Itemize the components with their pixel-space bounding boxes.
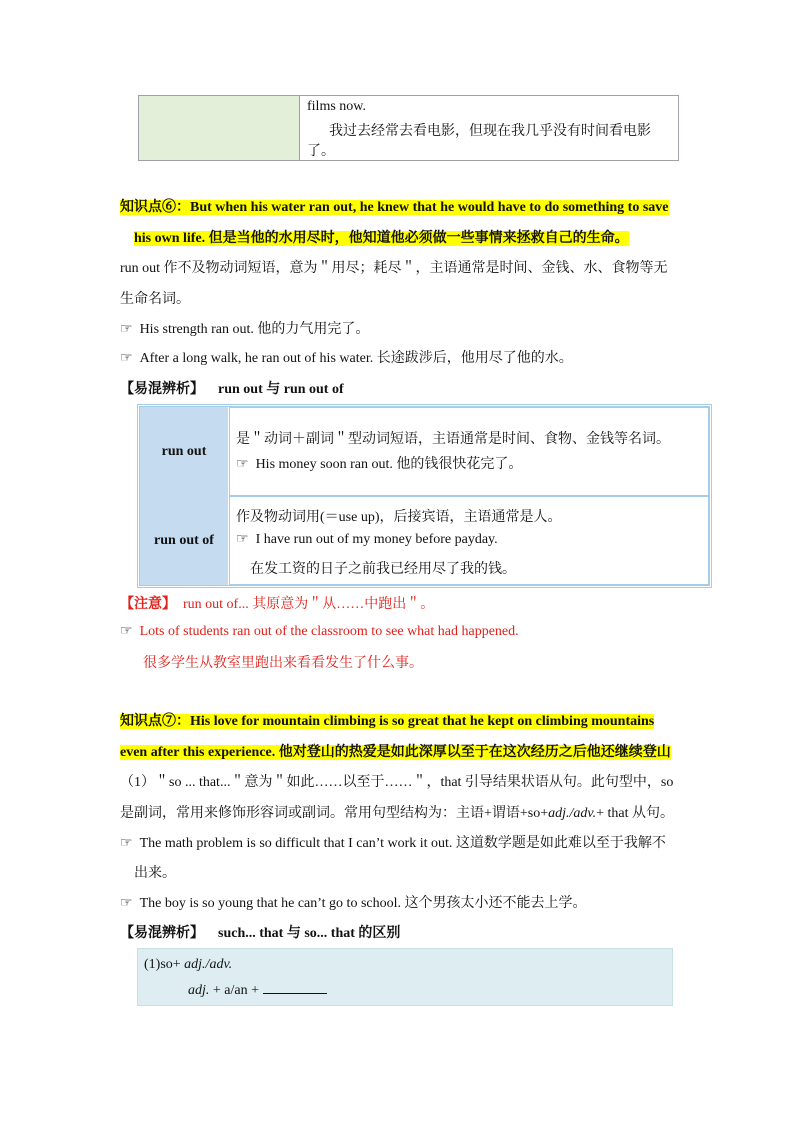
- top-table: [138, 95, 679, 161]
- note-example-zh: 很多学生从教室里跑出来看看发生了什么事。: [143, 656, 423, 671]
- example-text: The math problem is so difficult that I can’t work it out. 这道数学题是如此难以至于我解不: [139, 836, 666, 851]
- such-line1: [144, 957, 232, 973]
- point7-sentence-line1: His love for mountain climbing is so great that he kept on climbing mountains: [190, 714, 655, 729]
- table-text-en: films now.: [307, 99, 366, 114]
- point7-example1: [120, 832, 666, 852]
- compare-title: [120, 378, 344, 398]
- example-text: After a long walk, he ran out of his water. 长途跋涉后，他用尽了他的水。: [139, 351, 573, 366]
- compare-row-body: [229, 496, 709, 585]
- compare-title-text: run out 与 run out of: [218, 382, 344, 397]
- note-line: [120, 593, 434, 613]
- such-line2: [188, 981, 327, 999]
- compare-row2-line1: 作及物动词用(＝use up)，后接宾语，主语通常是人。: [236, 510, 562, 525]
- compare-row-head: run out of: [140, 496, 228, 585]
- compare-row1-line2: [236, 453, 522, 473]
- point7-example1-cont: 出来。: [134, 866, 176, 881]
- note-example-en: [120, 623, 519, 640]
- point6-desc2: 生命名词。: [120, 292, 190, 307]
- pointing-hand-icon: ☞: [120, 836, 133, 851]
- point7-desc2: [120, 802, 674, 822]
- such-text: (1)so+: [144, 957, 185, 972]
- fill-blank: [263, 981, 327, 994]
- point7-label: 知识点⑦：: [120, 714, 190, 729]
- such-title: [120, 922, 400, 942]
- example-text: Lots of students ran out of the classroom to see what had happened.: [139, 624, 519, 639]
- point6-example1: [120, 318, 369, 338]
- compare-table: [137, 404, 712, 588]
- point7-heading-line2: [120, 741, 671, 761]
- point7-example2: [120, 892, 587, 912]
- compare-row-head: run out: [140, 407, 228, 496]
- pointing-hand-icon: ☞: [236, 532, 249, 547]
- such-italic: adj.: [188, 983, 210, 998]
- such-text: + a/an +: [209, 983, 263, 998]
- pointing-hand-icon: ☞: [120, 322, 133, 337]
- compare-row1-line1: 是＂动词＋副词＂型动词短语，主语通常是时间、食物、金钱等名词。: [236, 432, 670, 447]
- desc-text: + that 从句。: [596, 806, 674, 821]
- desc-italic: adj./adv.: [548, 806, 597, 821]
- point6-label: 知识点⑥：: [120, 200, 190, 215]
- such-italic: adj./adv.: [184, 957, 233, 972]
- example-text: His money soon ran out. 他的钱很快花完了。: [255, 457, 523, 472]
- point6-sentence-line2: his own life. 但是当他的水用尽时，他知道他必须做一些事情来拯救自己的生命。: [134, 231, 629, 246]
- point6-example2: [120, 347, 573, 367]
- point6-heading-line1: [120, 196, 669, 216]
- table-text-zh: 我过去经常去看电影，但现在我几乎没有时间看电影了。: [307, 124, 651, 159]
- note-text: run out of... 其原意为＂从……中跑出＂。: [183, 597, 435, 612]
- such-tag: 【易混辨析】: [120, 926, 204, 941]
- example-text: I have run out of my money before payday.: [255, 532, 498, 547]
- pointing-hand-icon: ☞: [120, 624, 133, 639]
- compare-row-run-out: [140, 407, 709, 496]
- table-label-cell: [139, 96, 300, 160]
- pointing-hand-icon: ☞: [120, 351, 133, 366]
- compare-row2-line3: 在发工资的日子之前我已经用尽了我的钱。: [250, 562, 516, 577]
- point7-heading-line1: [120, 710, 654, 730]
- point6-heading-line2: [134, 227, 629, 247]
- desc-text: 是副词，常用来修饰形容词或副词。常用句型结构为：主语+谓语+so+: [120, 806, 549, 821]
- compare-row-body: [229, 407, 709, 496]
- note-tag: 【注意】: [120, 597, 176, 612]
- compare-row2-line2: [236, 531, 498, 548]
- such-table: [137, 948, 673, 1006]
- point6-sentence-line1: But when his water ran out, he knew that he would have to do something to save: [190, 200, 669, 215]
- point7-sentence-line2: even after this experience. 他对登山的热爱是如此深厚以至于在这次经历之后他还继续登山: [120, 745, 671, 760]
- point6-desc1: run out 作不及物动词短语，意为＂用尽；耗尽＂，主语通常是时间、金钱、水、食物等无: [120, 261, 668, 276]
- such-title-text: such... that 与 so... that 的区别: [218, 926, 401, 941]
- pointing-hand-icon: ☞: [120, 896, 133, 911]
- pointing-hand-icon: ☞: [236, 457, 249, 472]
- point7-desc1: （1）＂so ... that...＂意为＂如此……以至于……＂，that 引导结果状语从句。此句型中，so: [120, 775, 674, 790]
- example-text: The boy is so young that he can’t go to school. 这个男孩太小还不能去上学。: [139, 896, 587, 911]
- compare-tag: 【易混辨析】: [120, 382, 204, 397]
- example-text: His strength ran out. 他的力气用完了。: [139, 322, 370, 337]
- compare-row-run-out-of: [140, 496, 709, 585]
